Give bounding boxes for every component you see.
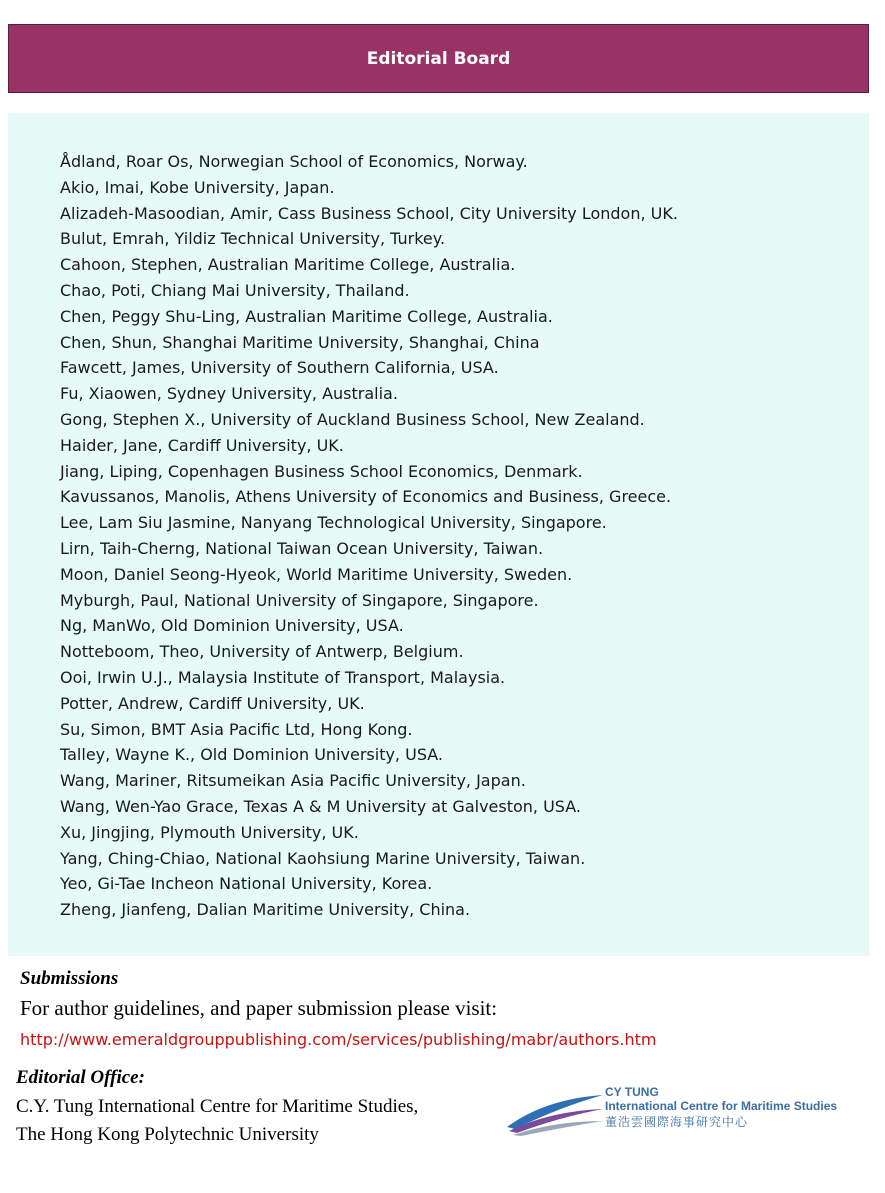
board-member: Lee, Lam Siu Jasmine, Nanyang Technological University, Singapore.	[60, 513, 607, 533]
board-member: Fu, Xiaowen, Sydney University, Australia.	[60, 384, 398, 404]
board-member: Jiang, Liping, Copenhagen Business School Economics, Denmark.	[60, 461, 583, 481]
swoosh-logo-icon	[505, 1089, 605, 1137]
board-member: Potter, Andrew, Cardiff University, UK.	[60, 693, 365, 713]
editorial-board-panel	[8, 113, 869, 956]
board-member: Bulut, Emrah, Yildiz Technical University, Turkey.	[60, 229, 446, 249]
board-member: Chen, Shun, Shanghai Maritime University, Shanghai, China	[60, 332, 540, 352]
editorial-board-header	[8, 24, 869, 93]
office-address-line2: The Hong Kong Polytechnic University	[16, 1124, 319, 1145]
members-list	[60, 149, 678, 923]
submissions-text: For author guidelines, and paper submission please visit:	[20, 996, 498, 1020]
board-member: Akio, Imai, Kobe University, Japan.	[60, 177, 335, 197]
board-member: Su, Simon, BMT Asia Pacific Ltd, Hong Kong.	[60, 719, 413, 739]
board-member: Gong, Stephen X., University of Auckland Business School, New Zealand.	[60, 409, 645, 429]
author-guidelines-link[interactable]: http://www.emeraldgrouppublishing.com/services/publishing/mabr/authors.htm	[20, 1030, 657, 1049]
board-member: Yeo, Gi-Tae Incheon National University, Korea.	[60, 874, 433, 894]
office-address-line1: C.Y. Tung International Centre for Maritime Studies,	[16, 1096, 419, 1117]
board-member: Xu, Jingjing, Plymouth University, UK.	[60, 822, 359, 842]
board-member: Chen, Peggy Shu-Ling, Australian Maritime College, Australia.	[60, 306, 553, 326]
board-member: Kavussanos, Manolis, Athens University of Economics and Business, Greece.	[60, 487, 672, 507]
board-member: Cahoon, Stephen, Australian Maritime College, Australia.	[60, 255, 516, 275]
logo-name: CY TUNG	[605, 1085, 659, 1099]
board-member: Myburgh, Paul, National University of Singapore, Singapore.	[60, 590, 539, 610]
board-member: Fawcett, James, University of Southern California, USA.	[60, 358, 499, 378]
board-member: Haider, Jane, Cardiff University, UK.	[60, 435, 344, 455]
logo-text-block	[605, 1085, 837, 1130]
board-member: Ooi, Irwin U.J., Malaysia Institute of Transport, Malaysia.	[60, 667, 506, 687]
board-member: Ådland, Roar Os, Norwegian School of Economics, Norway.	[60, 152, 528, 171]
board-member: Wang, Wen-Yao Grace, Texas A & M University at Galveston, USA.	[60, 796, 581, 816]
board-member: Alizadeh-Masoodian, Amir, Cass Business School, City University London, UK.	[60, 203, 678, 223]
board-member: Talley, Wayne K., Old Dominion University, USA.	[60, 745, 444, 765]
header-title: Editorial Board	[366, 48, 511, 69]
board-member: Yang, Ching-Chiao, National Kaohsiung Marine University, Taiwan.	[60, 848, 586, 868]
board-member: Notteboom, Theo, University of Antwerp, Belgium.	[60, 642, 464, 662]
logo-chinese-name: 董浩雲國際海事研究中心	[605, 1115, 749, 1129]
board-member: Wang, Mariner, Ritsumeikan Asia Pacific University, Japan.	[60, 771, 526, 791]
submissions-heading: Submissions	[20, 968, 119, 989]
board-member: Zheng, Jianfeng, Dalian Maritime University, China.	[60, 900, 471, 920]
board-member: Lirn, Taih-Cherng, National Taiwan Ocean University, Taiwan.	[60, 538, 544, 558]
board-member: Ng, ManWo, Old Dominion University, USA.	[60, 616, 404, 636]
logo-subtitle: International Centre for Maritime Studies	[605, 1099, 838, 1113]
cy-tung-logo	[505, 1085, 845, 1145]
board-member: Chao, Poti, Chiang Mai University, Thailand.	[60, 280, 410, 300]
editorial-office-heading: Editorial Office:	[16, 1067, 145, 1088]
board-member: Moon, Daniel Seong-Hyeok, World Maritime University, Sweden.	[60, 564, 573, 584]
